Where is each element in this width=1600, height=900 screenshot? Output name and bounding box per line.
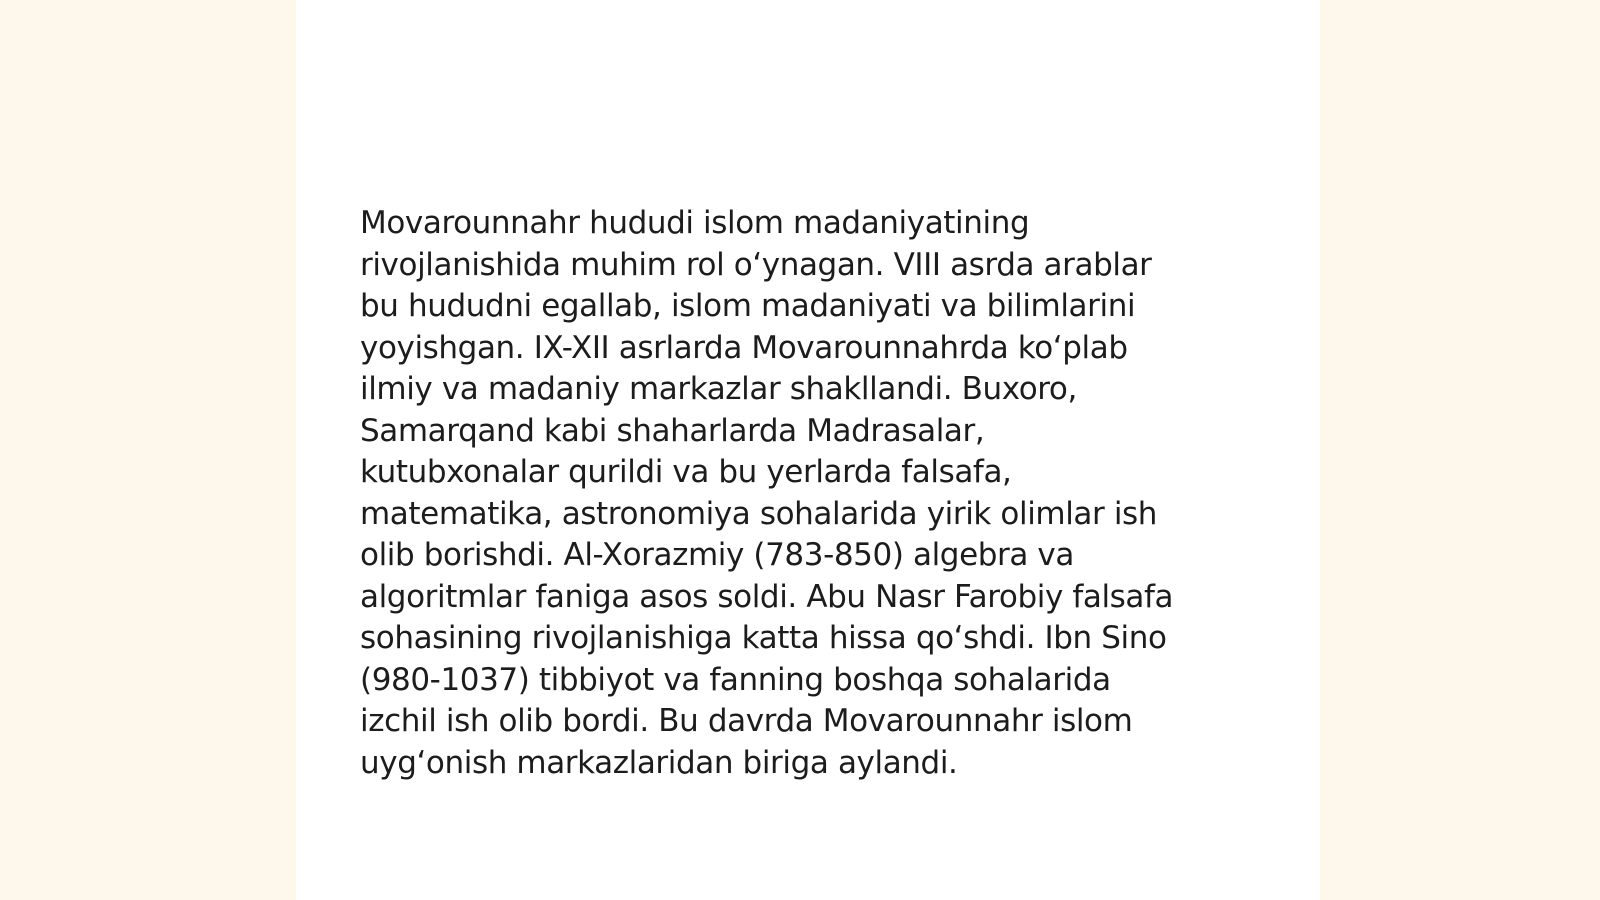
text-line-6: Samarqand kabi shaharlarda Madrasalar, xyxy=(360,412,985,449)
body-paragraph xyxy=(360,203,1260,784)
text-line-7: kutubxonalar qurildi va bu yerlarda falsafa, xyxy=(360,454,1012,490)
text-line-2: rivojlanishida muhim rol oʻynagan. VIII asrda arablar xyxy=(360,246,1152,283)
text-line-11: sohasining rivojlanishiga katta hissa qoʻshdi. Ibn Sino xyxy=(360,620,1167,656)
text-line-3: bu hududni egallab, islom madaniyati va bilimlarini xyxy=(360,288,1136,324)
text-line-9: olib borishdi. Al-Xorazmiy (783-850) algebra va xyxy=(360,537,1074,573)
text-line-8: matematika, astronomiya sohalarida yirik olimlar ish xyxy=(360,495,1158,532)
text-line-1: Movarounnahr hududi islom madaniyatining xyxy=(360,205,1030,241)
text-line-12: (980-1037) tibbiyot va fanning boshqa sohalarida xyxy=(360,661,1111,698)
text-line-13: izchil ish olib bordi. Bu davrda Movarounnahr islom xyxy=(360,703,1133,739)
document-page xyxy=(296,0,1320,900)
text-line-10: algoritmlar faniga asos soldi. Abu Nasr Farobiy falsafa xyxy=(360,578,1174,615)
text-line-14: uygʻonish markazlaridan biriga aylandi. xyxy=(360,744,958,781)
text-line-4: yoyishgan. IX-XII asrlarda Movarounnahrda koʻplab xyxy=(360,329,1128,366)
text-line-5: ilmiy va madaniy markazlar shakllandi. Buxoro, xyxy=(360,371,1077,407)
